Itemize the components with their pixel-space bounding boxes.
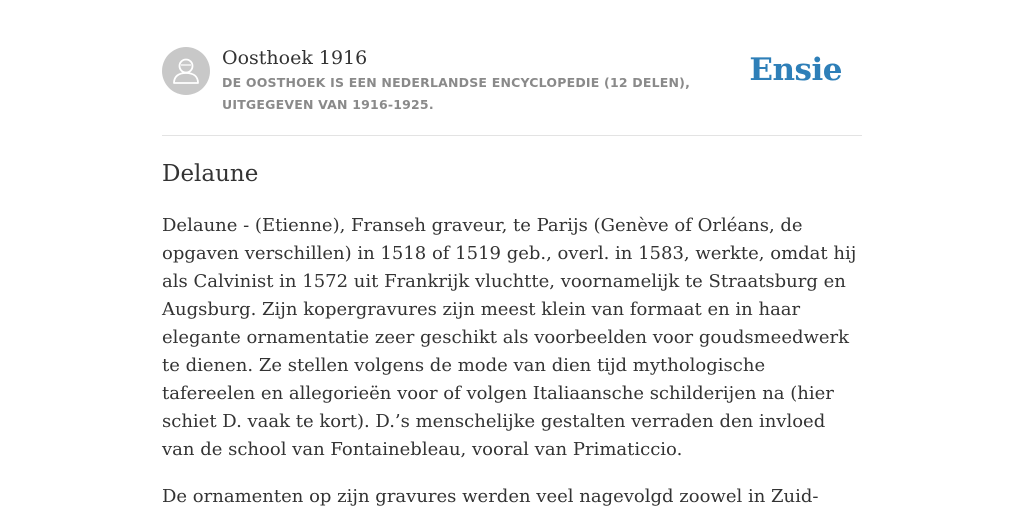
article-paragraph: De ornamenten op zijn gravures werden veel nagevolgd zoowel in Zuid- [162,486,819,507]
header-divider [162,135,862,136]
article-paragraph: Delaune - (Etienne), Franseh graveur, te Parijs (Genève of Orléans, de opgaven verschillen) in 1518 of 1519 geb., overl. in 1583, werkte, omdat hij als Calvinist in 1572 uit Frankrijk vluchtte, voornamelijk te Straatsburg en Augsburg. Zijn kopergravures zijn meest klein van formaat en in haar elegante ornamentatie zeer geschikt als voorbeelden voor goudsmeedwerk te dienen. Ze stellen volgens de mode van dien tijd mythologische tafereelen en allegorieën voor of volgen Italiaansche schilderijen na (hier schiet D. vaak te kort). D.’s menschelijke gestalten verraden den invloed van de school van Fontainebleau, vooral van Primaticcio. [162,215,857,460]
source-description: DE OOSTHOEK IS EEN NEDERLANDSE ENCYCLOPEDIE (12 DELEN), UITGEGEVEN VAN 1916-1925. [222,75,691,112]
source-header [162,46,862,136]
avatar[interactable] [162,47,210,95]
ensie-logo[interactable]: Ensie [749,52,842,88]
article-title: Delaune [162,161,259,187]
source-title[interactable]: Oosthoek 1916 [222,47,368,69]
user-silhouette-icon [162,47,210,95]
article-body [162,212,862,512]
